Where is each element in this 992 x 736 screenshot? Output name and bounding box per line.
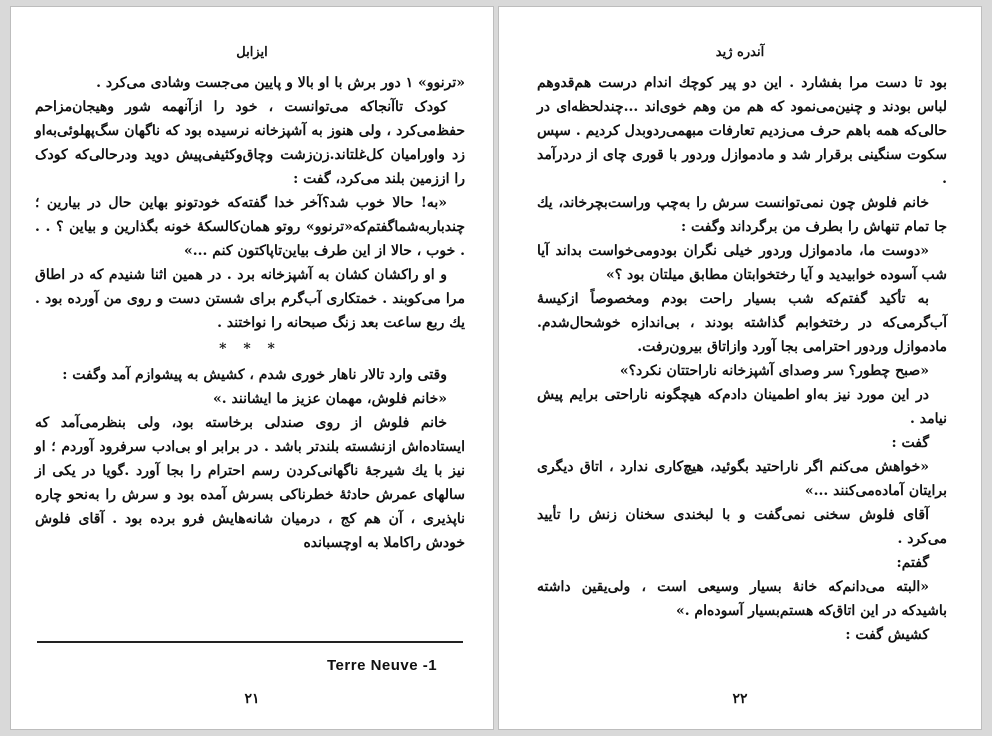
- paragraph: «دوست ما، مادموازل وردور خیلی نگران بودومی‌خواست بداند آیا شب آسوده خوابیدید و آیا رختخوابتان مطابق میلتان بود ؟»: [537, 243, 947, 283]
- paragraph: «خانم فلوش، مهمان عزیز ما ایشانند .»: [213, 391, 447, 407]
- paragraph: «البته می‌دانم‌که خانهٔ بسیار وسیعی است ، ولی‌یقین داشته باشیدکه در این اتاق‌که هستم‌بسیار آسوده‌ام .»: [537, 579, 947, 619]
- right-page: [498, 6, 982, 730]
- page-body: [537, 71, 947, 647]
- paragraph: گفت :: [891, 435, 929, 451]
- paragraph: آقای فلوش سخنی نمی‌گفت و با لبخندی سخنان زنش را تأیید می‌کرد .: [537, 507, 947, 547]
- paragraph: گفتم:: [896, 555, 929, 571]
- paragraph: در این مورد نیز به‌او اطمینان دادم‌که هیچگونه ناراحتی برایم پیش نیامد .: [537, 387, 947, 427]
- paragraph: «خواهش می‌کنم اگر ناراحتید بگوئید، هیچ‌کاری ندارد ، اتاق دیگری برایتان آماده‌می‌کنند ...»: [537, 459, 947, 499]
- paragraph: کودک تاآنجاکه می‌توانست ، خود را ازآنهمه شور وهیجان‌مزاحم حفظ‌می‌کرد ، ولی هنوز به آشپزخانه نرسیده بود که ناگهان سگ‌پهلوئی‌به‌او زد واوراميان کل‌غلتاند.زن‌زشت وچاق‌وکثیفی‌پیش دوید ودرحالی‌که کودک را اززمین بلند می‌کرد، گفت :: [35, 99, 465, 187]
- paragraph: خانم فلوش از روی صندلی برخاسته بود، ولی بنظرمی‌آمد که ایستاده‌اش ازنشسته بلندتر باشد . در برابر او بی‌ادب سرفرود آوردم ؛ او نیز با یك شیرجهٔ ناگهانی‌کردن رسم احترام را بجا آورد .گویا در یکی از سالهای عمرش حادثهٔ خطرناکی بسرش آمده بود و سرش را به‌نحو چاره ناپذیری ، آن هم کج ، درمیان شانه‌هایش فرو برده بود . آقای فلوش خودش راکاملا به اوچسبانده: [35, 415, 465, 551]
- running-head: آندره ژید: [715, 45, 765, 60]
- paragraph: و او راکشان کشان به آشپزخانه برد . در همین اثنا شنیدم که در اطاق مرا می‌کوبند . خمتکاری آب‌گرم برای شستن دست و روی من آورده بود . یك ربع ساعت بعد زنگ صبحانه را نواختند .: [35, 267, 465, 331]
- footnote: Terre Neuve -1: [327, 657, 438, 674]
- paragraph: خانم فلوش چون نمی‌توانست سرش را به‌چپ وراست‌بچرخاند، یك جا تمام تنهاش را بطرف من برگرداند وگفت :: [537, 195, 947, 235]
- paragraph: کشیش گفت :: [845, 627, 929, 643]
- page-number: ۲۲: [732, 691, 748, 707]
- paragraph: به تأکید گفتم‌که شب بسیار راحت بودم ومخصوصاً ازکیسهٔ آب‌گرمی‌که در رختخوابم گذاشته بودند ، بی‌اندازه خوشحال‌شدم. مادموازل وردور احترامی بجا آورد وازاتاق بیرون‌رفت.: [537, 291, 947, 355]
- page-number: ۲۱: [244, 691, 260, 707]
- page-body: [35, 71, 465, 555]
- left-page: [10, 6, 494, 730]
- paragraph: «به! حالا خوب شد؟آخر خدا گفته‌که خودتونو بهاین حال در بیارین ؛ چندباربه‌شماگفتم‌که«ترنوو» روتو همان‌کالسکهٔ خونه بگذارین و بیاین ؟ . . . خوب ، حالا از این طرف بیاین‌تاپاکتون کنم ...»: [35, 195, 465, 259]
- paragraph: بود تا دست مرا بفشارد . این دو پیر کوچك اندام درست هم‌قدوهم لباس بودند و چنین‌می‌نمود که هم من وهم خوی‌اند ...چندلحظه‌ای در حالی‌که همه باهم حرف می‌زدیم تعارفات مبهمی‌ردوبدل کردیم . سپس سکوت سنگینی برقرار شد و مادموازل وردور با قوری چای از دردرآمد .: [537, 75, 947, 187]
- section-separator: * * *: [219, 341, 281, 357]
- paragraph: وقتی وارد تالار ناهار خوری شدم ، کشیش به پیشوازم آمد وگفت :: [62, 367, 447, 383]
- footnote-rule: [37, 641, 463, 643]
- running-head: ایزابل: [236, 45, 268, 60]
- paragraph: «ترنوو» ۱ دور برش با او بالا و پایین می‌جست وشادی‌ می‌کرد .: [96, 75, 465, 91]
- paragraph: «صبح چطور؟ سر وصدای آشپزخانه ناراحتتان نکرد؟»: [619, 363, 929, 379]
